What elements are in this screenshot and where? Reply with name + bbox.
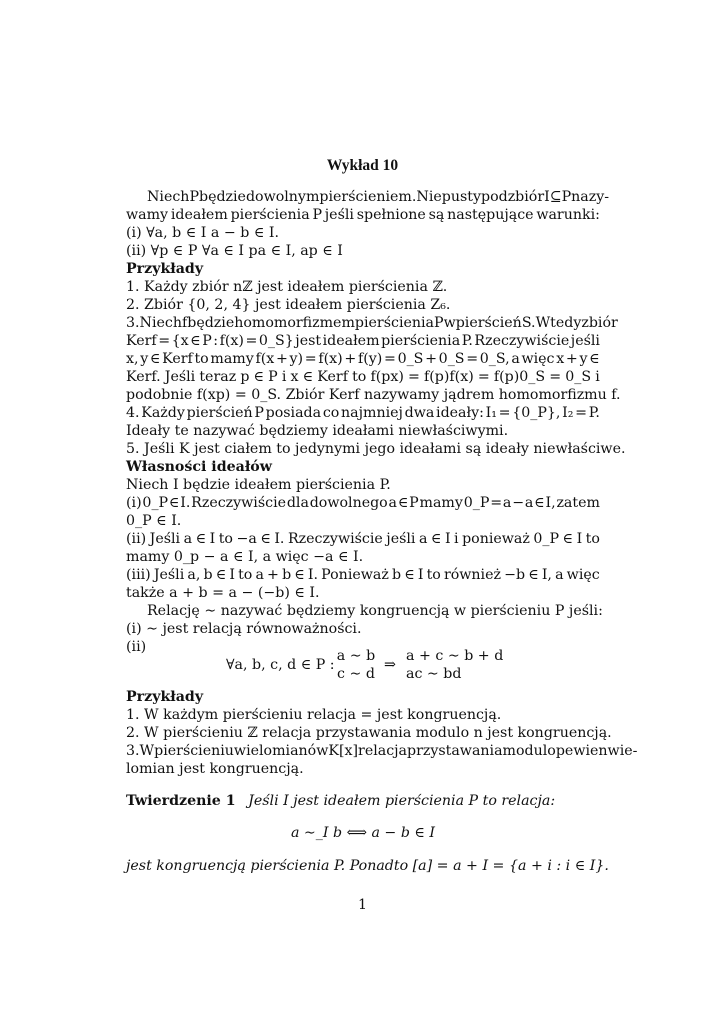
text-line: 5. Jeśli K jest ciałem to jedynymi jego ideałami są ideały niewłaściwe. — [126, 441, 626, 457]
congruence-condition-conclusions — [406, 647, 503, 683]
theorem-label: Twierdzenie 1 — [126, 793, 236, 809]
text-line: Niech I będzie ideałem pierścienia P. — [126, 477, 391, 493]
implies-arrow: ⇒ — [384, 657, 396, 673]
text-line: 4. Każdy pierścień P posiada co najmniej dwa ideały: I₁ = {0_P}, I₂ = P. — [126, 405, 600, 421]
text-line: 3. Niech f będzie homomorfizmem pierścienia P w pierścień S. Wtedy zbiór — [126, 315, 618, 331]
text-line: także a + b = a − (−b) ∈ I. — [126, 585, 320, 601]
text-line: podobnie f(xp) = 0_S. Zbiór Kerf nazywamy jądrem homomorfizmu f. — [126, 387, 621, 403]
text-line: 2. Zbiór {0, 2, 4} jest ideałem pierścienia Z₆. — [126, 297, 451, 313]
text-line: (iii) Jeśli a, b ∈ I to a + b ∈ I. Ponieważ b ∈ I to również −b ∈ I, a więc — [126, 567, 600, 583]
congruence-condition-lhs: ∀a, b, c, d ∈ P : — [226, 657, 335, 673]
theorem-line — [126, 792, 600, 810]
text-line: 3. W pierścieniu wielomianów K[x] relacja przystawania modulo pewien wie- — [126, 743, 638, 759]
text-line: lomian jest kongruencją. — [126, 761, 304, 777]
section-heading: Przykłady — [126, 261, 204, 277]
text-line: Kerf. Jeśli teraz p ∈ P i x ∈ Kerf to f(px) = f(p)f(x) = f(p)0_S = 0_S i — [126, 369, 600, 385]
text-line: (ii) ∀p ∈ P ∀a ∈ I pa ∈ I, ap ∈ I — [126, 243, 343, 259]
text-line: wamy ideałem pierścienia P jeśli spełnione są następujące warunki: — [126, 207, 600, 223]
text-line: mamy 0_p − a ∈ I, a więc −a ∈ I. — [126, 549, 364, 565]
premise-bottom: c ∼ d — [337, 666, 375, 682]
section-heading: Własności ideałów — [126, 459, 272, 475]
text-line: 1. W każdym pierścieniu relacja = jest kongruencją. — [126, 707, 502, 723]
section-heading: Przykłady — [126, 689, 204, 705]
lecture-title: Wykład 10 — [326, 157, 399, 174]
premise-top: a ∼ b — [336, 648, 376, 664]
text-line: 2. W pierścieniu ℤ relacja przystawania modulo n jest kongruencją. — [126, 725, 612, 741]
text-line: Niech P będzie dowolnym pierścieniem. Niepusty podzbiór I ⊆ P nazy- — [147, 189, 610, 205]
theorem-display: a ∼_I b ⟺ a − b ∈ I — [290, 825, 436, 841]
page-number: 1 — [357, 897, 368, 913]
text-line: Ideały te nazywać będziemy ideałami niewłaściwymi. — [126, 423, 509, 439]
congruence-condition-premises — [330, 647, 382, 683]
conclusion-bottom: ac ∼ bd — [406, 666, 462, 682]
text-line: (i) 0_P ∈ I. Rzeczywiście dla dowolnego a ∈ P mamy 0_P = a − a ∈ I, zatem — [126, 495, 600, 511]
text-line: 0_P ∈ I. — [126, 513, 182, 529]
theorem-conclusion: jest kongruencją pierścienia P. Ponadto [a] = a + I = {a + i : i ∈ I}. — [126, 858, 609, 874]
text-line: (i) ∼ jest relacją równoważności. — [126, 621, 362, 637]
conclusion-top: a + c ∼ b + d — [406, 648, 504, 664]
text-line: Relację ∼ nazywać będziemy kongruencją w pierścieniu P jeśli: — [147, 603, 603, 619]
text-line: (i) ∀a, b ∈ I a − b ∈ I. — [126, 225, 279, 241]
text-line: x, y ∈ Kerf to mamy f(x + y) = f(x) + f(y) = 0_S + 0_S = 0_S, a więc x + y ∈ — [126, 351, 600, 367]
theorem-statement: Jeśli I jest ideałem pierścienia P to relacja: — [248, 793, 556, 809]
text-line: (ii) — [126, 639, 147, 655]
text-line: 1. Każdy zbiór nℤ jest ideałem pierścienia ℤ. — [126, 279, 448, 295]
text-line: (ii) Jeśli a ∈ I to −a ∈ I. Rzeczywiście jeśli a ∈ I i ponieważ 0_P ∈ I to — [126, 531, 600, 547]
text-line: Kerf = {x ∈ P : f(x) = 0_S} jest ideałem pierścienia P. Rzeczywiście jeśli — [126, 333, 600, 349]
